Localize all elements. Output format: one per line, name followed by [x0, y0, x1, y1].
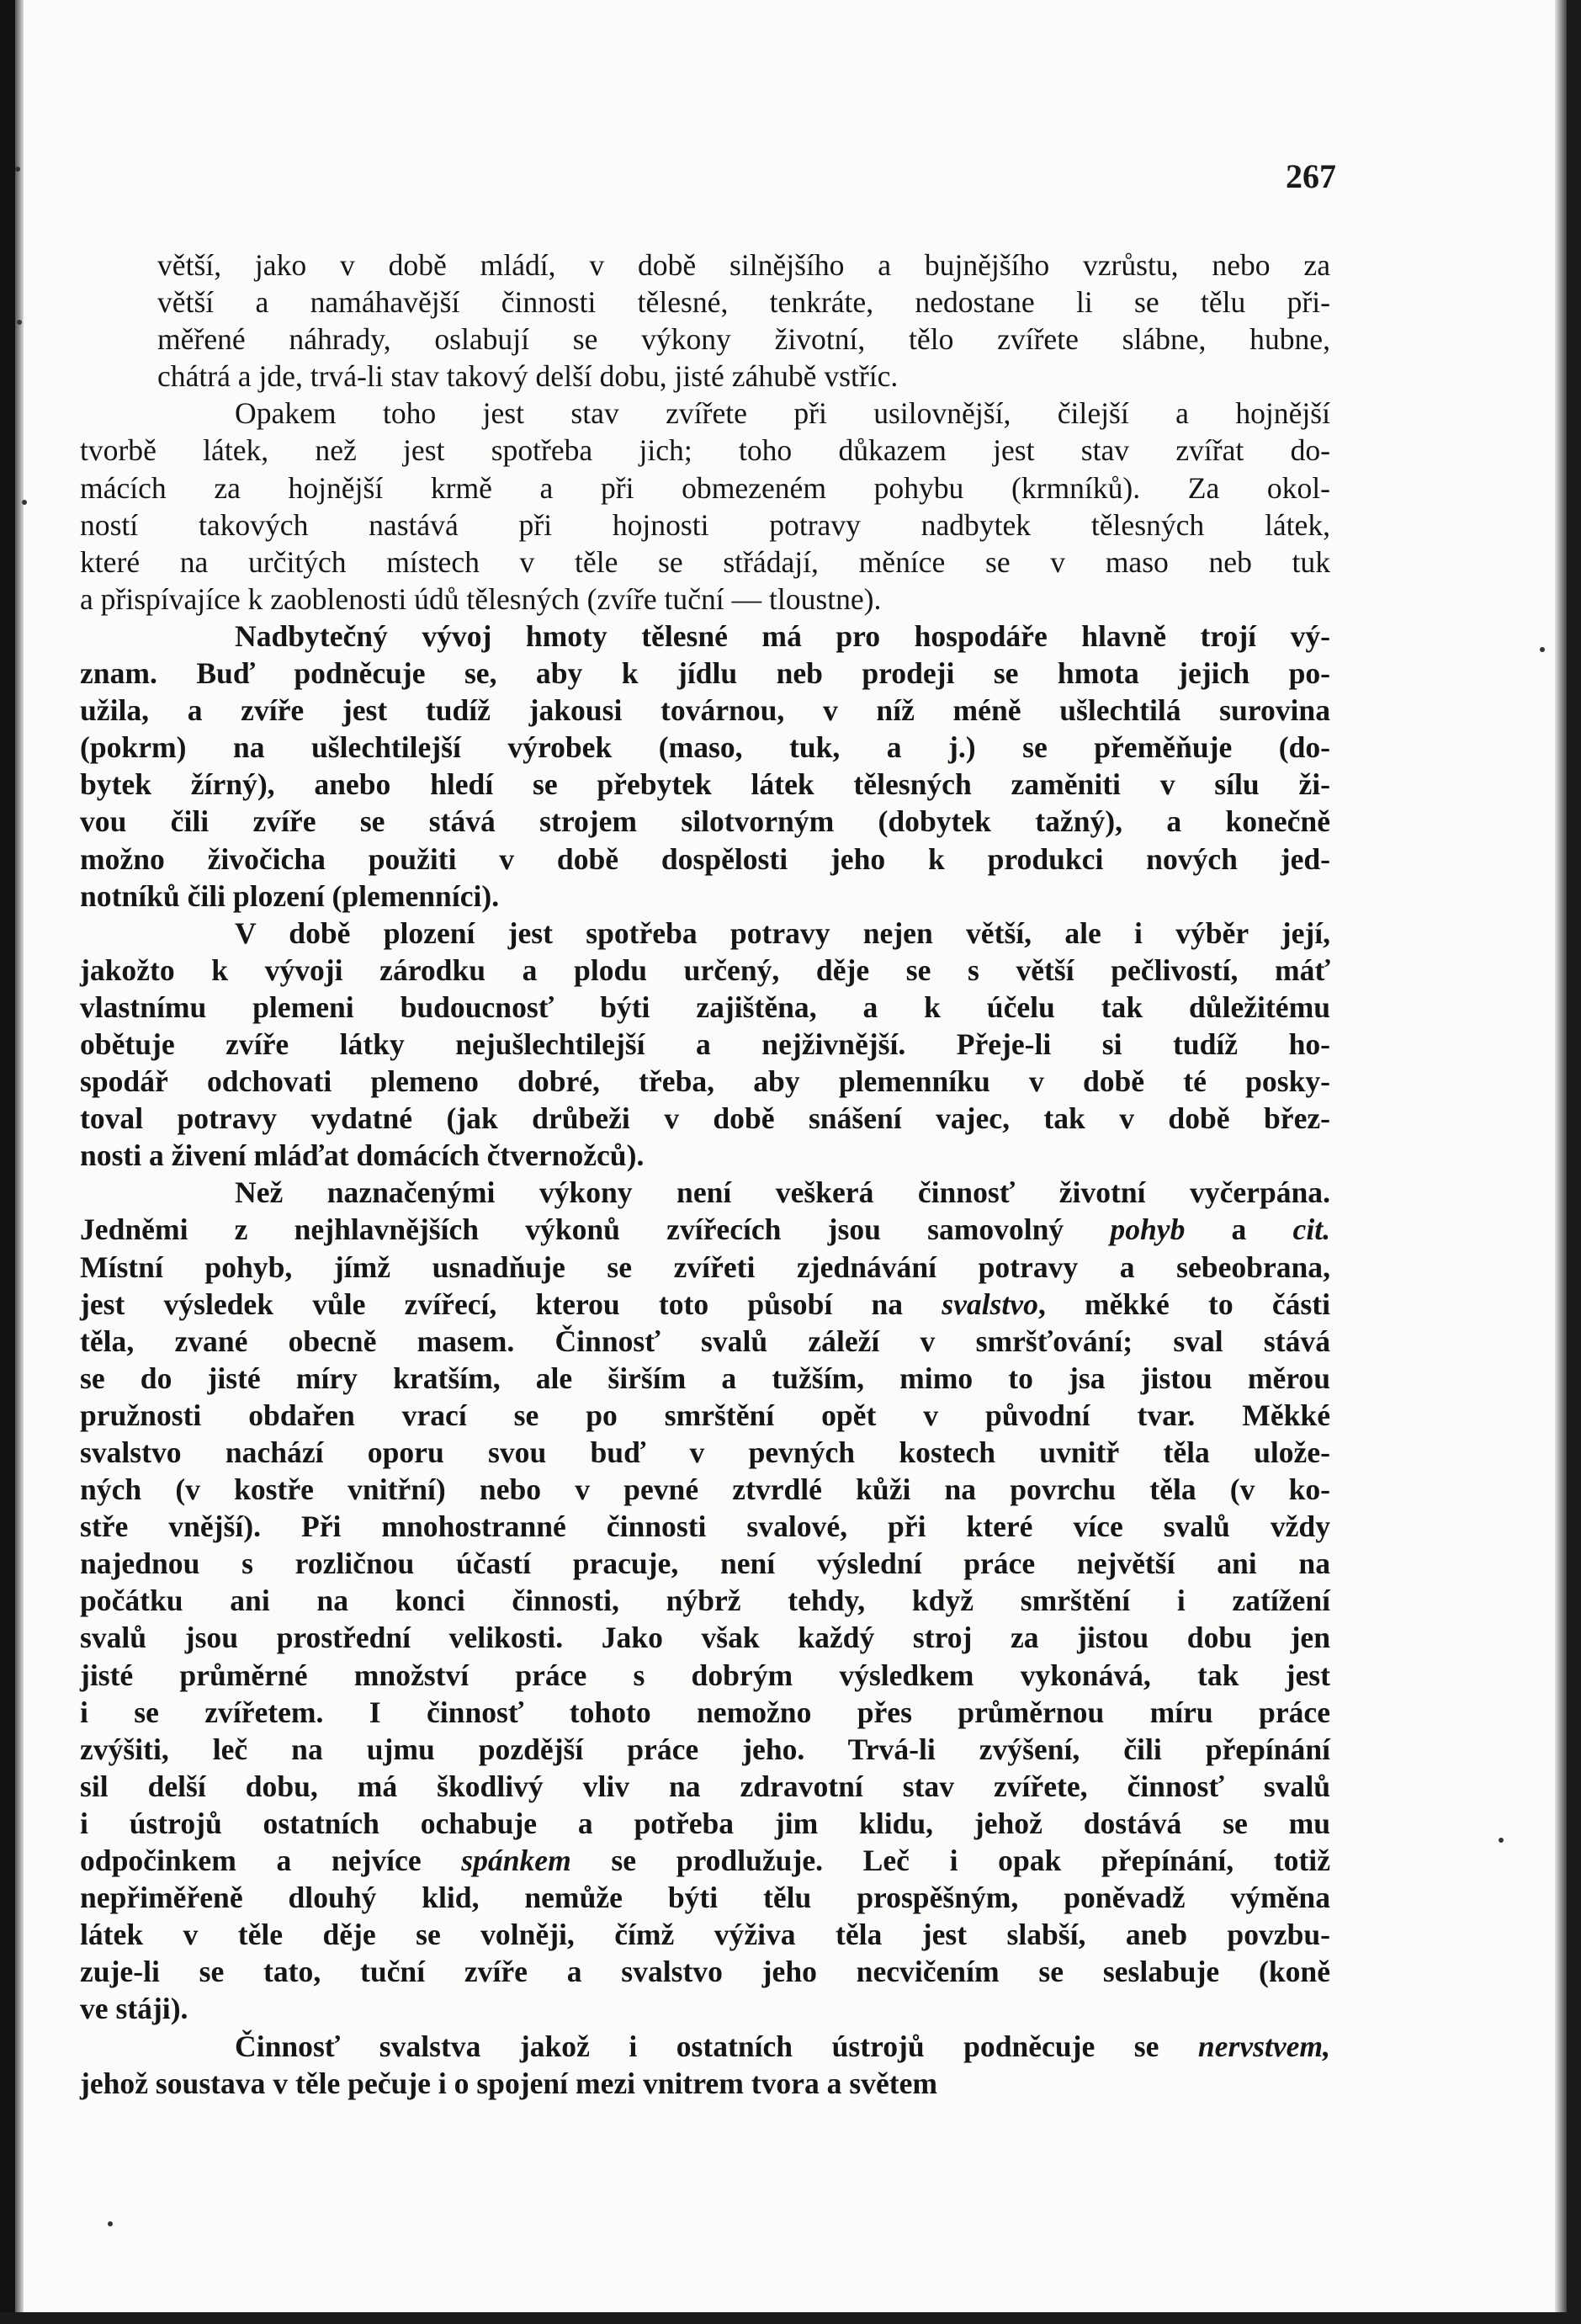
text-line: jakožto k vývoji zárodku a plodu určený, děje se s větší pečlivostí, máť — [80, 952, 1330, 987]
text-line: notníků čili plození (plemenníci). — [80, 878, 500, 913]
text-line: ných (v kostře vnitřní) nebo v pevné ztvrdlé kůži na povrchu těla (v ko- — [80, 1472, 1330, 1507]
text-line: pružnosti obdařen vrací se po smrštění opět v původní tvar. Měkké — [80, 1398, 1330, 1432]
paragraph — [80, 1174, 1330, 2027]
body-text — [80, 247, 1330, 2102]
text-line: najednou s rozličnou účastí pracuje, není výslední práce největší ani na — [80, 1547, 1330, 1581]
text-line: i se zvířetem. I činnosť tohoto nemožno přes průměrnou míru práce — [80, 1695, 1330, 1729]
text-line: jest výsledek vůle zvířecí, kterou toto působí na svalstvo, měkké to části — [80, 1287, 1330, 1321]
text-line: nosti a živení mláďat domácích čtvernožců). — [80, 1138, 645, 1173]
page-edge-shadow — [1555, 0, 1567, 2324]
text-line: bytek žírný), anebo hledí se přebytek látek tělesných zaměniti v sílu ži- — [80, 767, 1330, 802]
speck-mark — [1499, 1838, 1504, 1843]
text-line: užila, a zvíře jest tudíž jakousi továrnou, v níž méně ušlechtilá surovina — [80, 693, 1330, 728]
text-line: (pokrm) na ušlechtilejší výrobek (maso, tuk, a j.) se přeměňuje (do- — [80, 730, 1330, 765]
text-line: znam. Buď podněcuje se, aby k jídlu neb prodeji se hmota jejich po- — [80, 656, 1330, 691]
text-line: Místní pohyb, jímž usnadňuje se zvířeti zjednávání potravy a sebeobrana, — [80, 1250, 1330, 1284]
text-line: svalů jsou prostřední velikosti. Jako však každý stroj za jistou dobu jen — [80, 1621, 1330, 1655]
text-line: Než naznačenými výkony není veškerá činnosť životní vyčerpána. — [235, 1175, 1330, 1210]
text-line: ností takových nastává při hojnosti potravy nadbytek tělesných látek, — [80, 507, 1330, 542]
text-line: zvýšiti, leč na ujmu pozdější práce jeho. Trvá-li zvýšení, čili přepínání — [80, 1732, 1330, 1766]
text-line: jehož soustava v těle pečuje i o spojení mezi vnitrem tvora a světem — [80, 2066, 938, 2100]
text-line: i ústrojů ostatních ochabuje a potřeba jim klidu, jehož dostává se mu — [80, 1806, 1330, 1840]
text-line: ve stáji). — [80, 1992, 188, 2026]
text-line: které na určitých místech v těle se střádají, měníce se v maso neb tuk — [80, 544, 1330, 579]
paragraph — [80, 395, 1330, 618]
paragraph — [80, 2028, 1330, 2102]
text-line: tvorbě látek, než jest spotřeba jich; toho důkazem jest stav zvířat do- — [80, 433, 1330, 468]
text-line: chátrá a jde, trvá-li stav takový delší dobu, jisté záhubě vstříc. — [157, 359, 899, 394]
text-line: vlastnímu plemeni budoucnosť býti zajištěna, a k účelu tak důležitému — [80, 990, 1330, 1024]
text-line: nepřiměřeně dlouhý klid, nemůže býti tělu prospěšným, poněvadž výměna — [80, 1881, 1330, 1915]
text-line: větší, jako v době mládí, v době silnějšího a bujnějšího vzrůstu, nebo za — [157, 248, 1330, 282]
text-line: a přispívajíce k zaoblenosti údů tělesných (zvíře tuční — tloustne). — [80, 581, 882, 616]
scan-border-right — [1567, 0, 1581, 2324]
text-line: počátku ani na konci činnosti, nýbrž tehdy, když smrštění i zatížení — [80, 1584, 1330, 1618]
text-line: vou čili zvíře se stává strojem silotvorným (dobytek tažný), a konečně — [80, 804, 1330, 839]
text-line: stře vnější). Při mnohostranné činnosti svalové, při které více svalů vždy — [80, 1510, 1330, 1544]
paragraph — [157, 247, 1330, 395]
speck-mark — [1540, 647, 1545, 652]
text-line: spodář odchovati plemeno dobré, třeba, aby plemenníku v době té posky- — [80, 1064, 1330, 1099]
text-line: Nadbytečný vývoj hmoty tělesné má pro hospodáře hlavně trojí vý- — [235, 618, 1330, 653]
text-line: Činnosť svalstva jakož i ostatních ústrojů podněcuje se nervstvem, — [235, 2029, 1330, 2063]
text-line: se do jisté míry kratším, ale širším a tužším, mimo to jsa jistou měrou — [80, 1361, 1330, 1395]
speck-mark — [22, 500, 27, 505]
text-line: zuje-li se tato, tuční zvíře a svalstvo jeho necvičením se seslabuje (koně — [80, 1955, 1330, 1989]
text-line: větší a namáhavější činnosti tělesné, tenkráte, nedostane li se tělu při- — [157, 285, 1330, 320]
text-line: obětuje zvíře látky nejušlechtilejší a nejživnější. Přeje-li si tudíž ho- — [80, 1027, 1330, 1061]
text-line: toval potravy vydatné (jak drůbeži v době snášení vajec, tak v době břez- — [80, 1101, 1330, 1136]
text-line: jisté průměrné množství práce s dobrým výsledkem vykonává, tak jest — [80, 1658, 1330, 1692]
text-line: možno živočicha použiti v době dospělosti jeho k produkci nových jed- — [80, 841, 1330, 876]
text-line: Jedněmi z nejhlavnějších výkonů zvířecích jsou samovolný pohyb a cit. — [80, 1212, 1330, 1247]
text-line: odpočinkem a nejvíce spánkem se prodlužuje. Leč i opak přepínání, totiž — [80, 1844, 1330, 1878]
text-line: V době plození jest spotřeba potravy nejen větší, ale i výběr její, — [235, 915, 1330, 950]
speck-mark — [108, 2221, 113, 2226]
text-line: látek v těle děje se volněji, čímž výživa těla jest slabší, aneb povzbu- — [80, 1918, 1330, 1952]
book-gutter-gradient — [15, 0, 24, 2324]
page-number: 267 — [1286, 157, 1336, 195]
text-line: měřené náhrady, oslabují se výkony životní, tělo zvířete slábne, hubne, — [157, 322, 1330, 357]
text-line: Opakem toho jest stav zvířete při usilovnější, čilejší a hojnější — [235, 396, 1330, 431]
book-spine-shadow — [0, 0, 15, 2324]
paragraph — [80, 915, 1330, 1175]
text-line: sil delší dobu, má škodlivý vliv na zdravotní stav zvířete, činnosť svalů — [80, 1769, 1330, 1803]
text-line: svalstvo nachází oporu svou buď v pevných kostech uvnitř těla ulože- — [80, 1435, 1330, 1469]
speck-mark — [17, 320, 22, 325]
paragraph — [80, 618, 1330, 915]
speck-mark — [15, 167, 20, 172]
scan-border-bottom — [0, 2312, 1581, 2324]
text-line: těla, zvané obecně masem. Činnosť svalů záleží v smršťování; sval stává — [80, 1324, 1330, 1358]
text-line: mácích za hojnější krmě a při obmezeném pohybu (krmníků). Za okol- — [80, 470, 1330, 505]
